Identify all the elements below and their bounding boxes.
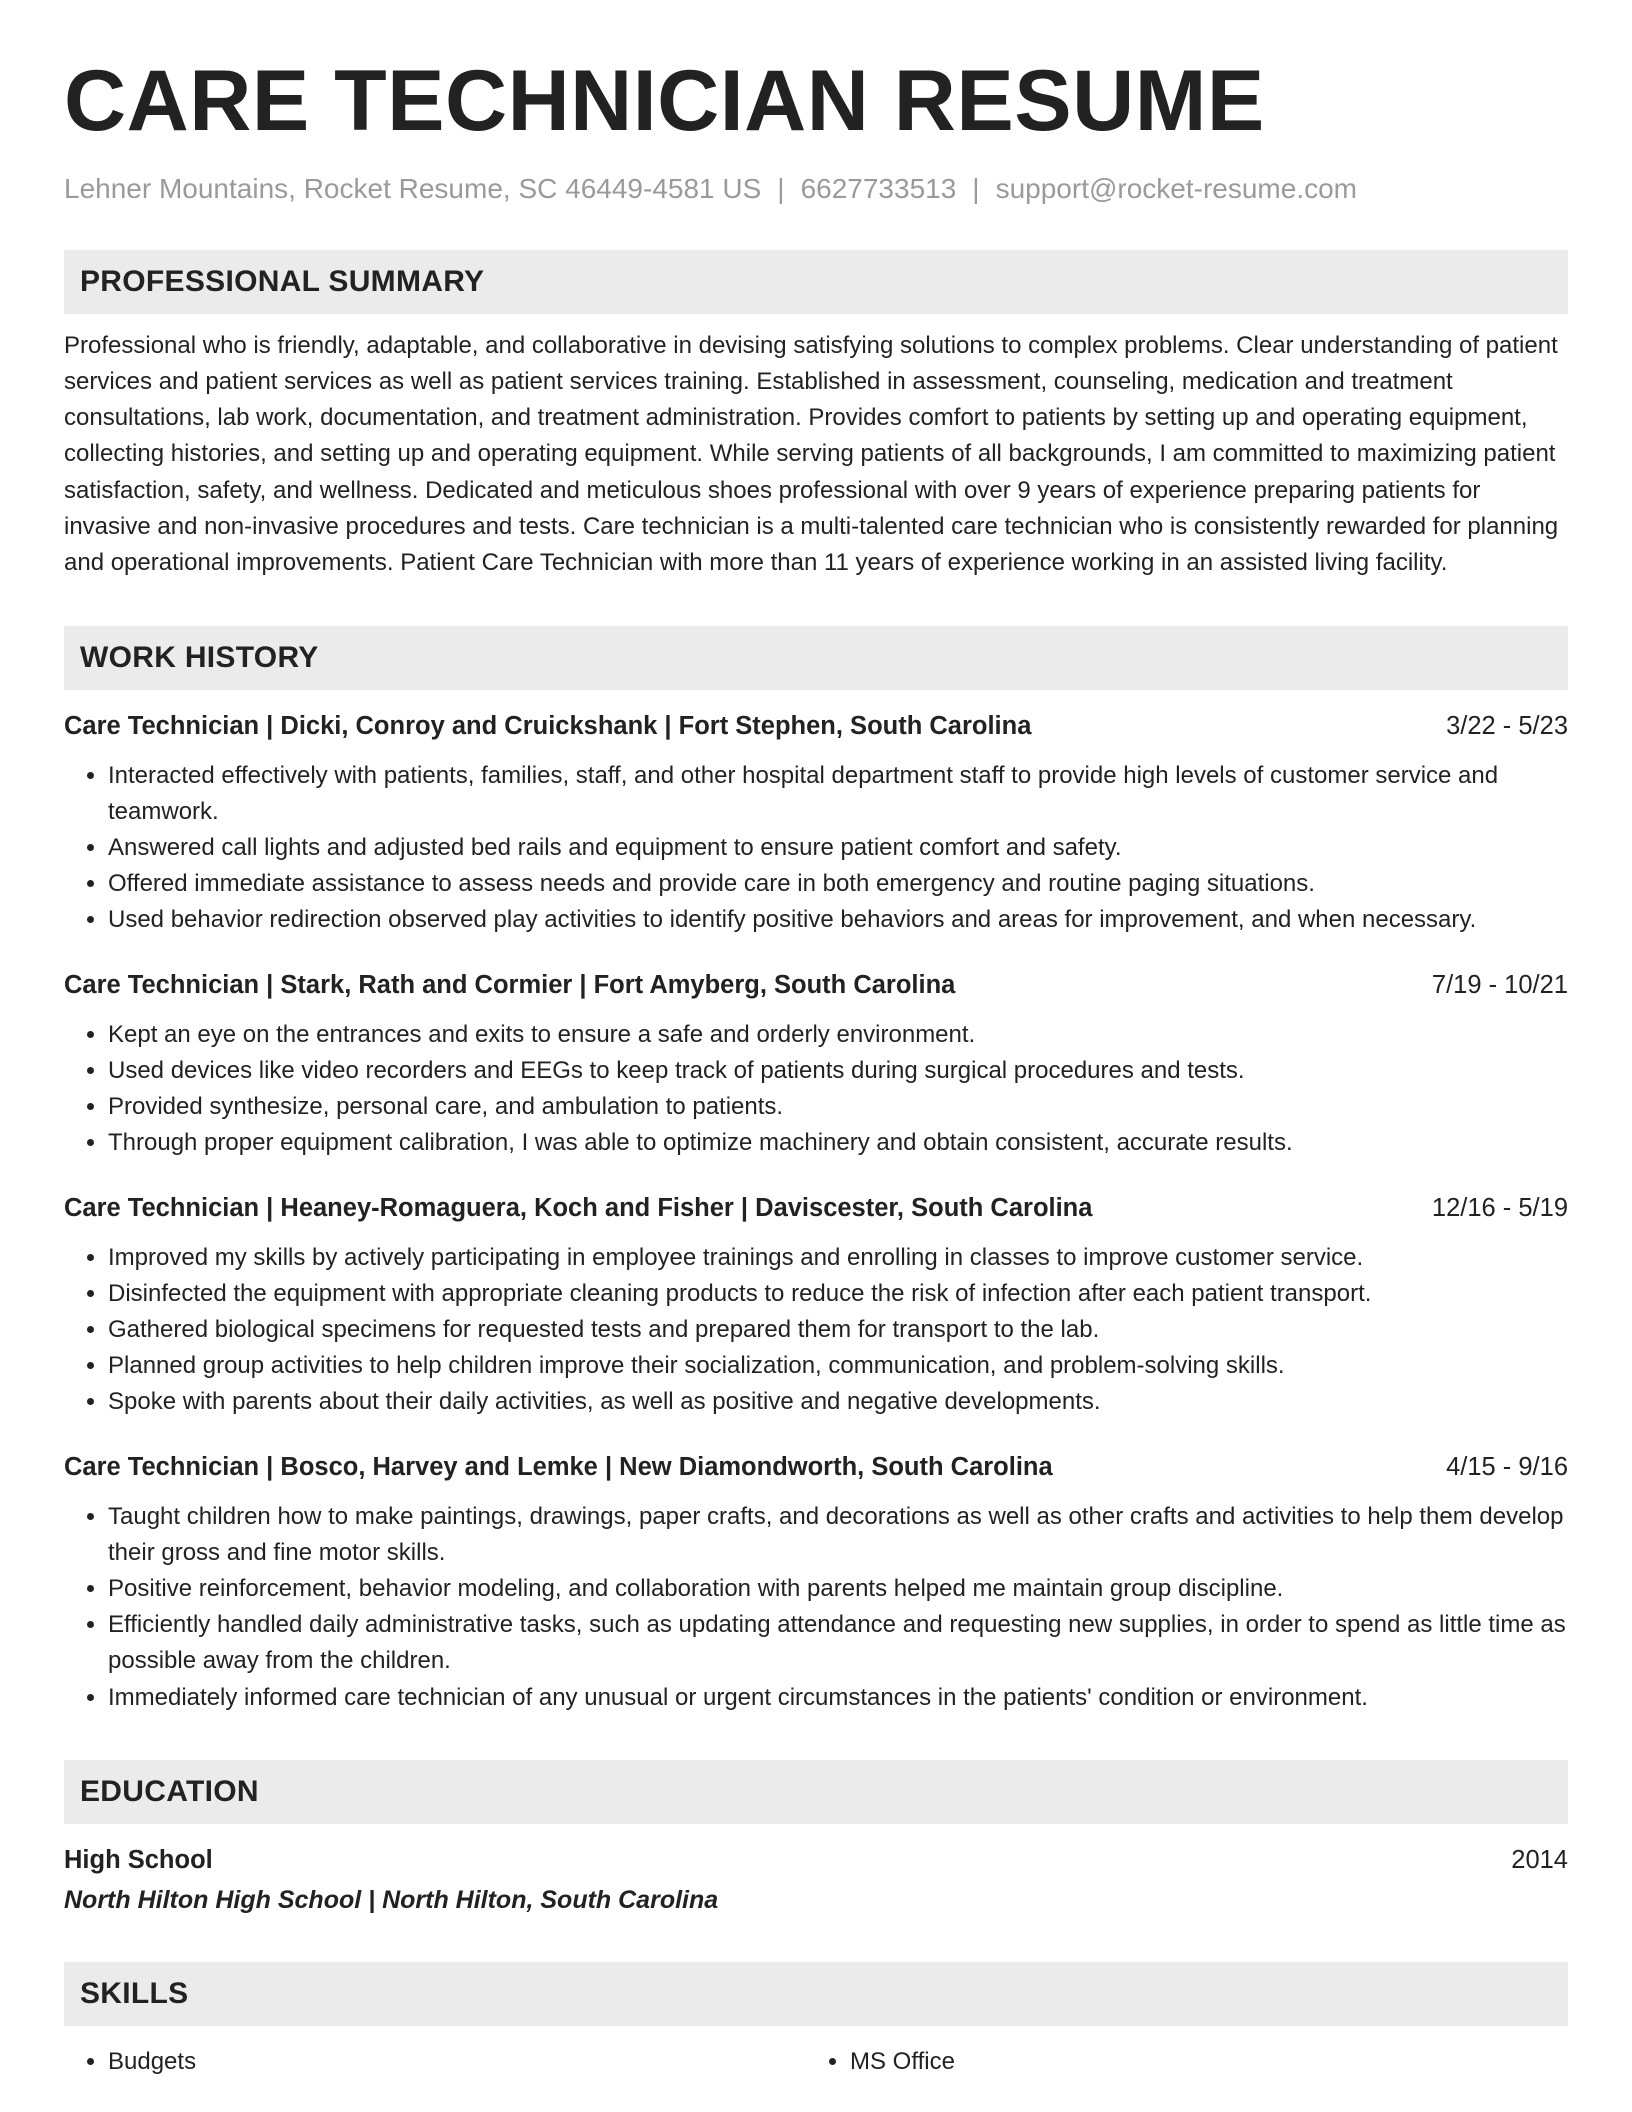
job-bullet: • Kept an eye on the entrances and exits to ensure a safe and orderly environment. <box>108 1017 1568 1053</box>
education-heading: EDUCATION <box>80 1774 259 1808</box>
summary-text: Professional who is friendly, adaptable, and collaborative in devising satisfying solutions to complex problems. Clear understanding of patient services and patient services as well as patient services training. Established in assessment, counseling, medication and treatment consultations, lab work, documentation, and treatment administration. Provides comfort to patients by setting up and operating equipment, collecting histories, and setting up and operating equipment. While serving patients of all backgrounds, I am committed to maximizing patient satisfaction, safety, and wellness. Dedicated and meticulous shoes professional with over 9 years of experience preparing patients for invasive and non-invasive procedures and tests. Care technician is a multi-talented care technician who is consistently rewarded for planning and operational improvements. Patient Care Technician with more than 11 years of experience working in an assisted living facility. <box>64 331 1559 577</box>
education-year: 2014 <box>1511 1845 1568 1874</box>
job-bullet: • Interacted effectively with patients, families, staff, and other hospital department staff to provide high levels of customer service and teamwork. <box>108 758 1568 830</box>
job-dates: 3/22 - 5/23 <box>1446 711 1568 740</box>
job-bullets <box>64 1017 1568 1162</box>
skill-item: • Budgets <box>108 2044 806 2080</box>
job-title: Care Technician | Heaney-Romaguera, Koch and Fisher | Daviscester, South Carolina <box>64 1193 1093 1222</box>
job-title: Care Technician | Bosco, Harvey and Lemke | New Diamondworth, South Carolina <box>64 1452 1053 1481</box>
section-header-skills <box>64 1962 1568 2026</box>
job-dates: 7/19 - 10/21 <box>1431 970 1568 999</box>
contact-separator: | <box>777 173 785 204</box>
skills-list <box>64 2044 1568 2080</box>
section-header-summary <box>64 250 1568 314</box>
job-title: Care Technician | Stark, Rath and Cormier | Fort Amyberg, South Carolina <box>64 970 956 999</box>
education-degree: High School <box>64 1845 213 1874</box>
job-bullets <box>64 1499 1568 1716</box>
job-entry <box>64 1190 1568 1421</box>
job-entry <box>64 967 1568 1162</box>
resume-page <box>64 53 1568 2080</box>
job-bullet: • Efficiently handled daily administrative tasks, such as updating attendance and requesting new supplies, in order to spend as little time as possible away from the children. <box>108 1607 1568 1679</box>
job-entry <box>64 1449 1568 1716</box>
job-title: Care Technician | Dicki, Conroy and Cruickshank | Fort Stephen, South Carolina <box>64 711 1032 740</box>
contact-separator: | <box>972 173 980 204</box>
job-header <box>64 1190 1568 1226</box>
job-dates: 12/16 - 5/19 <box>1431 1193 1568 1222</box>
job-bullet: • Immediately informed care technician of any unusual or urgent circumstances in the patients' condition or environment. <box>108 1680 1568 1716</box>
summary-heading: PROFESSIONAL SUMMARY <box>80 264 485 298</box>
job-entry <box>64 708 1568 939</box>
job-bullet: • Offered immediate assistance to assess needs and provide care in both emergency and routine paging situations. <box>108 866 1568 902</box>
job-dates: 4/15 - 9/16 <box>1446 1452 1568 1481</box>
job-bullets <box>64 1240 1568 1421</box>
section-header-education <box>64 1760 1568 1824</box>
job-bullet: • Improved my skills by actively participating in employee trainings and enrolling in classes to improve customer service. <box>108 1240 1568 1276</box>
job-bullets <box>64 758 1568 939</box>
skills-column-right <box>806 2044 1548 2080</box>
job-bullet: • Spoke with parents about their daily activities, as well as positive and negative developments. <box>108 1384 1568 1420</box>
skills-column-left <box>64 2044 806 2080</box>
education-header <box>64 1842 1568 1878</box>
section-header-work <box>64 626 1568 690</box>
job-header <box>64 708 1568 744</box>
contact-email: support@rocket-resume.com <box>995 173 1358 204</box>
job-header <box>64 1449 1568 1485</box>
skill-item: • MS Office <box>850 2044 1548 2080</box>
education-school: North Hilton High School | North Hilton, South Carolina <box>64 1885 719 1914</box>
job-bullet: • Through proper equipment calibration, I was able to optimize machinery and obtain consistent, accurate results. <box>108 1125 1568 1161</box>
work-heading: WORK HISTORY <box>80 640 319 674</box>
job-bullet: • Provided synthesize, personal care, and ambulation to patients. <box>108 1089 1568 1125</box>
contact-phone: 6627733513 <box>800 173 957 204</box>
job-bullet: • Positive reinforcement, behavior modeling, and collaboration with parents helped me maintain group discipline. <box>108 1571 1568 1607</box>
resume-title: CARE TECHNICIAN RESUME <box>64 53 1265 149</box>
job-bullet: • Used behavior redirection observed play activities to identify positive behaviors and areas for improvement, and when necessary. <box>108 902 1568 938</box>
job-bullet: • Taught children how to make paintings, drawings, paper crafts, and decorations as well as other crafts and activities to help them develop their gross and fine motor skills. <box>108 1499 1568 1571</box>
job-bullet: • Answered call lights and adjusted bed rails and equipment to ensure patient comfort and safety. <box>108 830 1568 866</box>
job-header <box>64 967 1568 1003</box>
job-bullet: • Gathered biological specimens for requested tests and prepared them for transport to the lab. <box>108 1312 1568 1348</box>
job-bullet: • Used devices like video recorders and EEGs to keep track of patients during surgical procedures and tests. <box>108 1053 1568 1089</box>
contact-line <box>64 172 1568 206</box>
job-bullet: • Disinfected the equipment with appropriate cleaning products to reduce the risk of infection after each patient transport. <box>108 1276 1568 1312</box>
education-entry <box>64 1842 1568 1918</box>
job-bullet: • Planned group activities to help children improve their socialization, communication, and problem-solving skills. <box>108 1348 1568 1384</box>
contact-address: Lehner Mountains, Rocket Resume, SC 46449-4581 US <box>64 173 762 204</box>
skills-heading: SKILLS <box>80 1976 189 2010</box>
